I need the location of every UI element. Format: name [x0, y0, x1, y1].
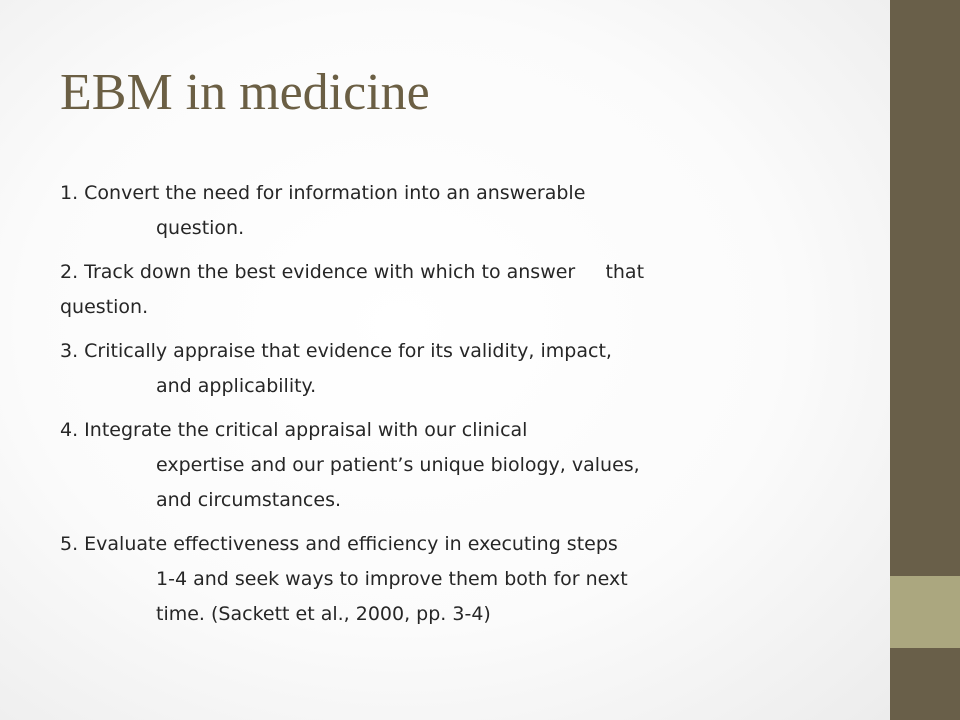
step-2-line-2: question.: [60, 296, 149, 318]
slide-title: EBM in medicine: [60, 64, 430, 121]
step-5: [60, 527, 800, 632]
steps-list: [60, 176, 800, 641]
step-4-line-2: expertise and our patient’s unique biology, values,: [156, 454, 640, 476]
side-bar-accent: [890, 576, 960, 648]
step-1-line-2: question.: [156, 217, 245, 239]
step-1: [60, 176, 800, 246]
step-5-line-2: 1-4 and seek ways to improve them both for next: [156, 568, 628, 590]
step-2-line-1: 2. Track down the best evidence with which to answer that: [60, 261, 645, 283]
step-3: [60, 334, 800, 404]
step-5-line-1: 5. Evaluate effectiveness and efficiency in executing steps: [60, 533, 618, 555]
step-4-line-3: and circumstances.: [156, 489, 342, 511]
step-3-line-2: and applicability.: [156, 375, 317, 397]
step-1-line-1: 1. Convert the need for information into an answerable: [60, 182, 586, 204]
step-5-line-3: time. (Sackett et al., 2000, pp. 3-4): [156, 603, 491, 625]
step-4: [60, 413, 800, 518]
step-2: [60, 255, 800, 325]
step-3-line-1: 3. Critically appraise that evidence for its validity, impact,: [60, 340, 612, 362]
step-4-line-1: 4. Integrate the critical appraisal with our clinical: [60, 419, 528, 441]
